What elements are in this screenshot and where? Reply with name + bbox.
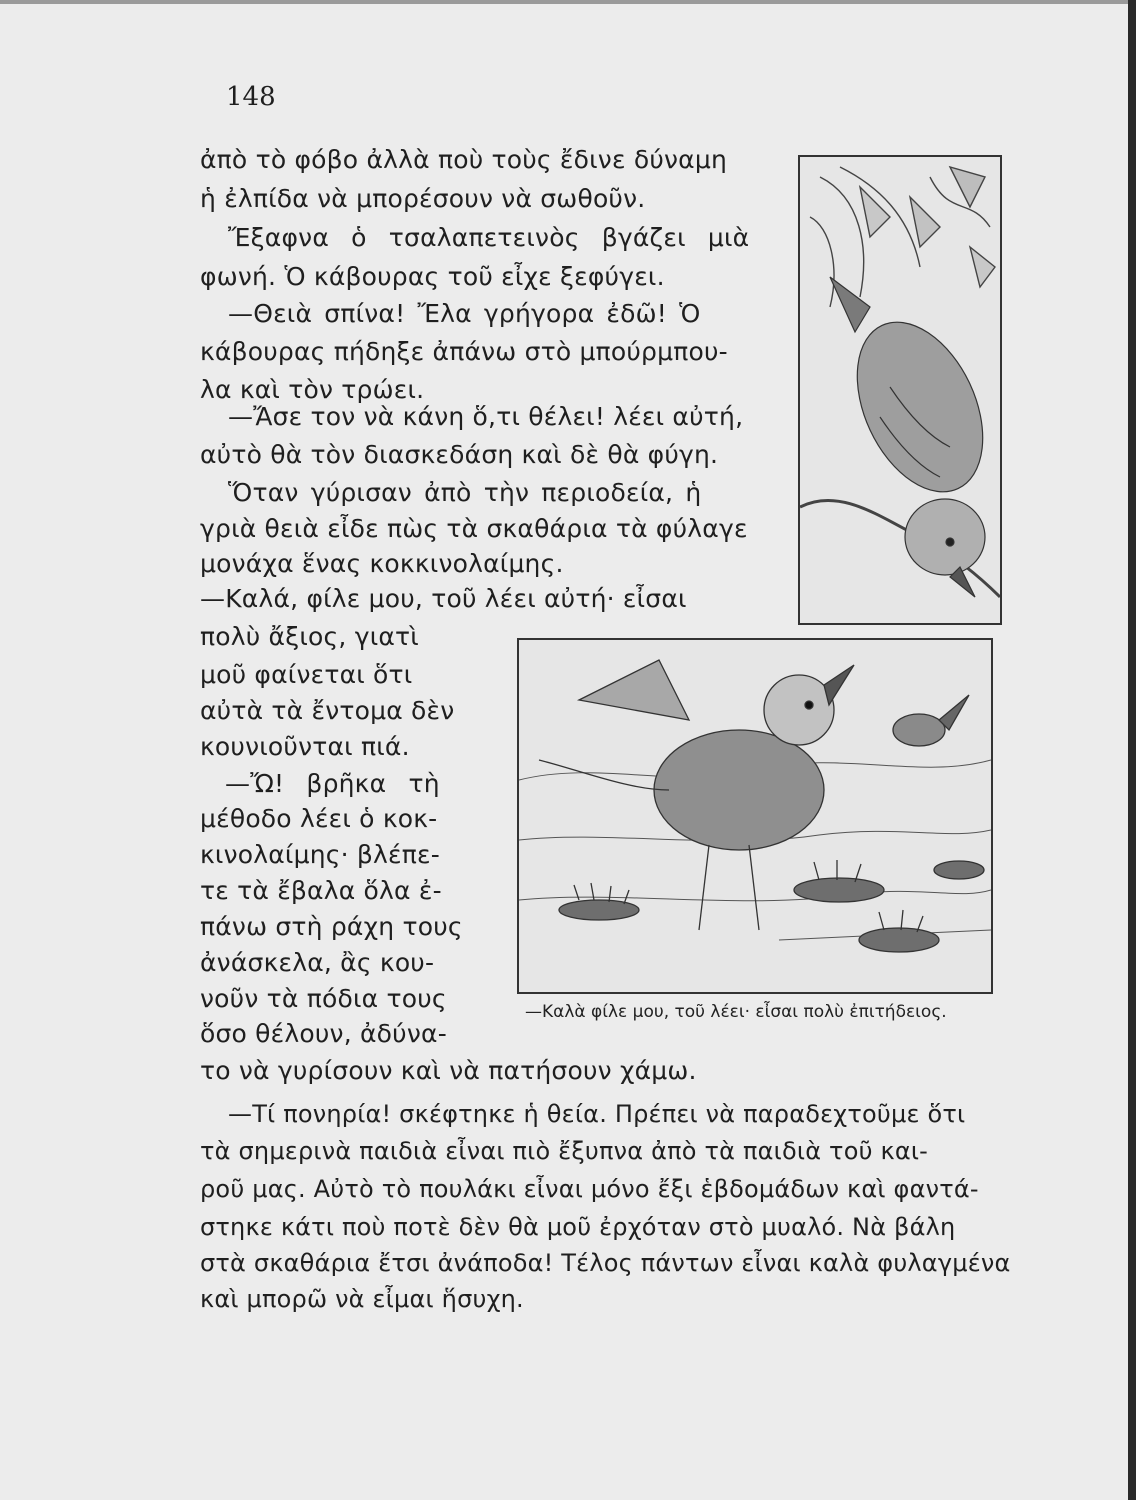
text-line: πάνω στὴ ράχη τους [200,912,463,941]
text-line: στὰ σκαθάρια ἔτσι ἀνάποδα! Τέλος πάντων εἶναι καλὰ φυλαγμένα [200,1249,1011,1277]
text-line: φωνή. Ὁ κάβουρας τοῦ εἶχε ξεφύγει. [200,262,665,291]
page-right-edge [1128,0,1136,1500]
illustration-robin-with-beetles [517,638,993,994]
text-line: —Τί πονηρία! σκέφτηκε ἡ θεία. Πρέπει νὰ παραδεχτοῦμε ὅτι [228,1100,966,1128]
text-line: λα καὶ τὸν τρώει. [200,375,425,404]
text-line: μονάχα ἕνας κοκκινολαίμης. [200,549,564,578]
text-line: νοῦν τὰ πόδια τους [200,984,447,1013]
text-line: κινολαίμης· βλέπε- [200,840,440,869]
text-line: ὅσο θέλουν, ἀδύνα- [200,1019,447,1048]
text-line: αὐτὸ θὰ τὸν διασκεδάση καὶ δὲ θὰ φύγη. [200,440,719,469]
text-line: ἡ ἐλπίδα νὰ μπορέσουν νὰ σωθοῦν. [200,184,646,213]
page-number: 148 [226,82,276,112]
text-line: καὶ μπορῶ νὰ εἶμαι ἥσυχη. [200,1285,524,1313]
illustration-caption: —Καλὰ φίλε μου, τοῦ λέει· εἶσαι πολὺ ἐπιτήδειος. [525,1002,947,1022]
text-line: μοῦ φαίνεται ὅτι [200,660,413,689]
text-line: κουνιοῦνται πιά. [200,732,410,761]
text-line: πολὺ ἄξιος, γιατὶ [200,622,419,651]
illustration-bird-on-branch [798,155,1002,625]
text-line: αὐτὰ τὰ ἔντομα δὲν [200,696,455,725]
text-line: —Θειὰ σπίνα! Ἔλα γρήγορα ἐδῶ! Ὁ [228,299,701,328]
text-line: γριὰ θειὰ εἶδε πὼς τὰ σκαθάρια τὰ φύλαγε [200,514,748,543]
text-line: —Ἄσε τον νὰ κάνη ὅ,τι θέλει! λέει αὐτή, [228,402,744,431]
text-line: —Ὤ! βρῆκα τὴ [225,769,440,798]
text-line: Ἔξαφνα ὁ τσαλαπετεινὸς βγάζει μιὰ [228,223,750,252]
text-line: Ὅταν γύρισαν ἀπὸ τὴν περιοδεία, ἡ [228,478,702,507]
text-line: τὰ σημερινὰ παιδιὰ εἶναι πιὸ ἔξυπνα ἀπὸ τὰ παιδιὰ τοῦ και- [200,1137,929,1165]
text-line: ἀπὸ τὸ φόβο ἀλλὰ ποὺ τοὺς ἔδινε δύναμη [200,145,727,174]
page-top-shadow [0,0,1136,4]
text-line: μέθοδο λέει ὁ κοκ- [200,804,438,833]
text-line: ἀνάσκελα, ἂς κου- [200,948,435,977]
text-line: το νὰ γυρίσουν καὶ νὰ πατήσουν χάμω. [200,1056,697,1085]
text-line: κάβουρας πήδηξε ἀπάνω στὸ μπούρμπου- [200,337,728,366]
text-line: στηκε κάτι ποὺ ποτὲ δὲν θὰ μοῦ ἐρχόταν στὸ μυαλό. Νὰ βάλη [200,1213,956,1241]
text-line: τε τὰ ἔβαλα ὅλα ἐ- [200,876,442,905]
text-line: ροῦ μας. Αὐτὸ τὸ πουλάκι εἶναι μόνο ἔξι ἑβδομάδων καὶ φαντά- [200,1175,979,1203]
text-line: —Καλά, φίλε μου, τοῦ λέει αὐτή· εἶσαι [200,584,687,613]
